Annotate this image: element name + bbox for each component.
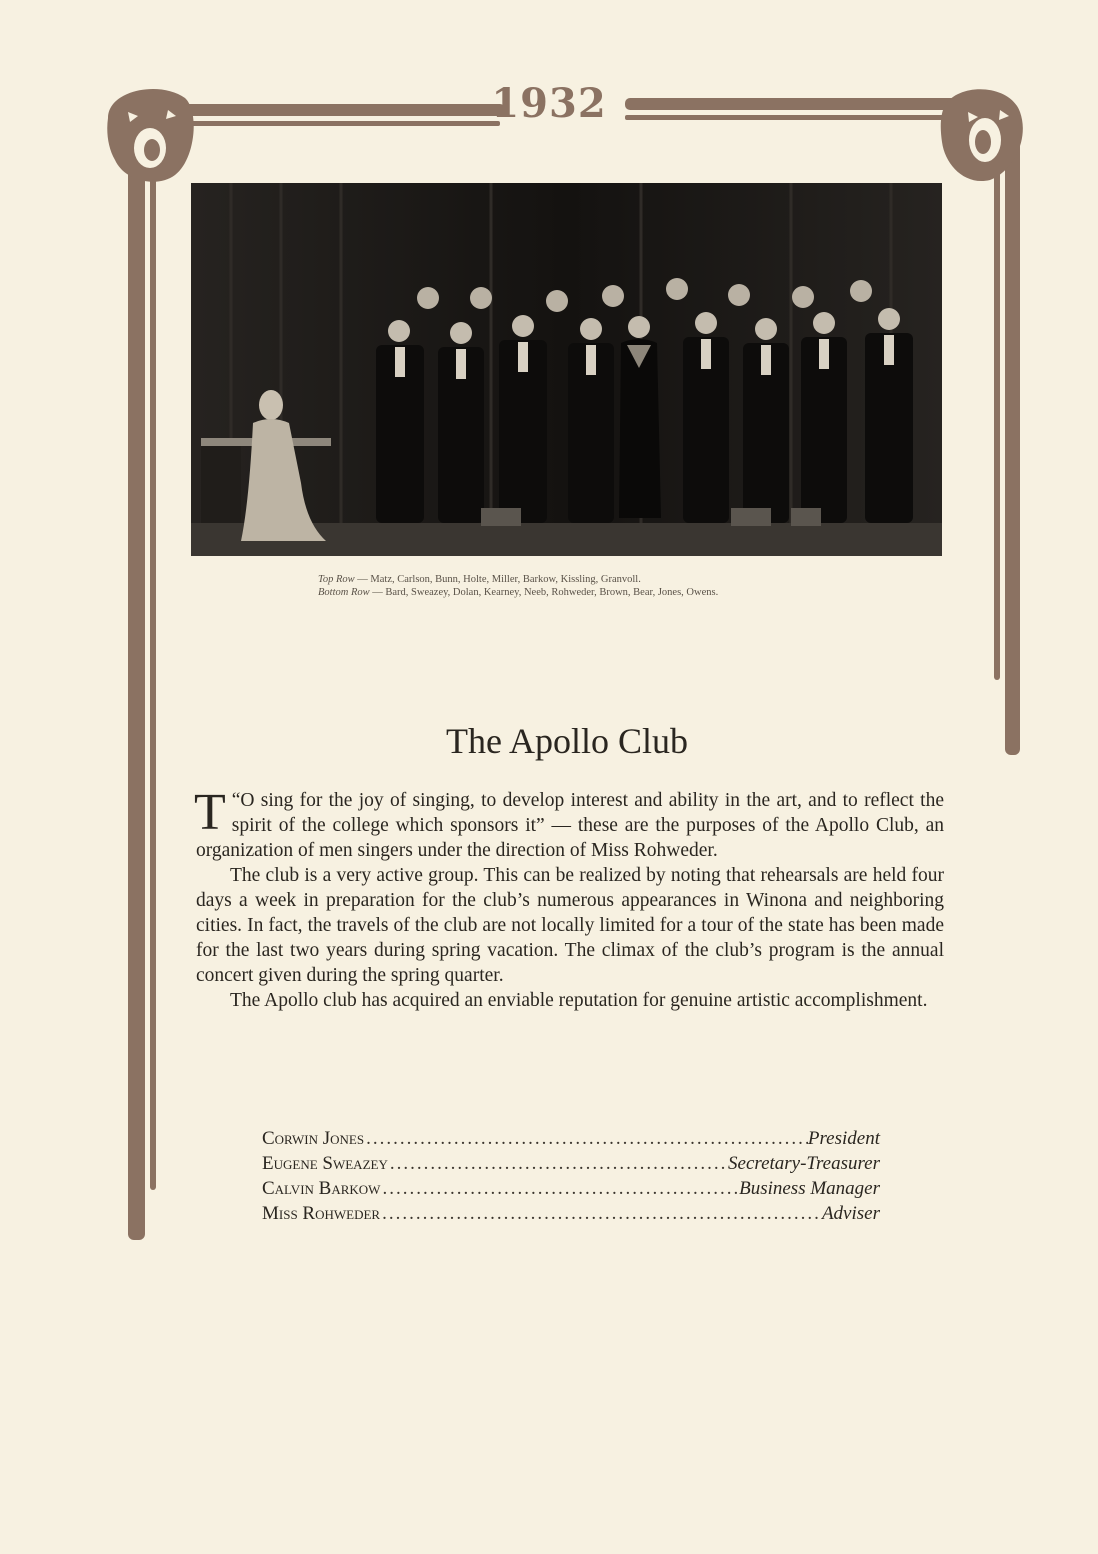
leader-dots (380, 1176, 739, 1201)
officer-role: Adviser (821, 1203, 880, 1224)
officer-row (262, 1201, 880, 1226)
article-title: The Apollo Club (446, 721, 688, 761)
officers-list (262, 1126, 880, 1226)
article-paragraph-3: The Apollo club has acquired an enviable reputation for genuine artistic accomplishment. (230, 990, 928, 1011)
officer-role: Secretary-Treasurer (728, 1153, 880, 1174)
officer-role: President (807, 1128, 880, 1149)
paragraph-1-text: O sing for the joy of singing, to develop interest and ability in the art, and to reflect the spirit of the college which sponsors it” — these are the purposes of the Apollo Club, an organization of men singers under the direction of Miss Rohweder. (196, 790, 944, 861)
leader-dots (380, 1201, 822, 1226)
caption-bottom-row-names: — Bard, Sweazey, Dolan, Kearney, Neeb, Rohweder, Brown, Bear, Jones, Owens. (372, 587, 719, 598)
group-photograph (191, 183, 942, 556)
officer-name: Eugene Sweazey (262, 1153, 388, 1174)
officer-name: Miss Rohweder (262, 1203, 381, 1224)
caption-top-row (318, 573, 918, 586)
opening-quote: “ (231, 790, 241, 811)
drop-cap: T (194, 784, 226, 841)
caption-top-row-label: Top Row (318, 574, 355, 585)
caption-bottom-row-label: Bottom Row (318, 587, 370, 598)
officer-name: Calvin Barkow (262, 1178, 381, 1199)
officer-row (262, 1151, 880, 1176)
officer-row (262, 1126, 880, 1151)
photo-illustration (191, 183, 942, 556)
leader-dots (388, 1151, 728, 1176)
caption-top-row-names: — Matz, Carlson, Bunn, Holte, Miller, Barkow, Kissling, Granvoll. (357, 574, 641, 585)
leader-dots (364, 1126, 808, 1151)
photo-caption (318, 573, 918, 599)
officer-row (262, 1176, 880, 1201)
article-paragraph-1 (194, 784, 944, 863)
article-paragraph-2: The club is a very active group. This can be realized by noting that rehearsals are held four days a week in preparation for the club’s numerous appearances in Winona and neighboring cities. In fact, the travels of the club are not locally limited for a tour of the state has been made for the last two years during spring vacation. The climax of the club’s program is the annual concert given during the spring quarter. (196, 865, 944, 986)
article-body (194, 784, 944, 1013)
officer-name: Corwin Jones (262, 1128, 365, 1149)
officer-role: Business Manager (739, 1178, 880, 1199)
caption-bottom-row (318, 586, 918, 599)
yearbook-year: 1932 (491, 80, 607, 127)
